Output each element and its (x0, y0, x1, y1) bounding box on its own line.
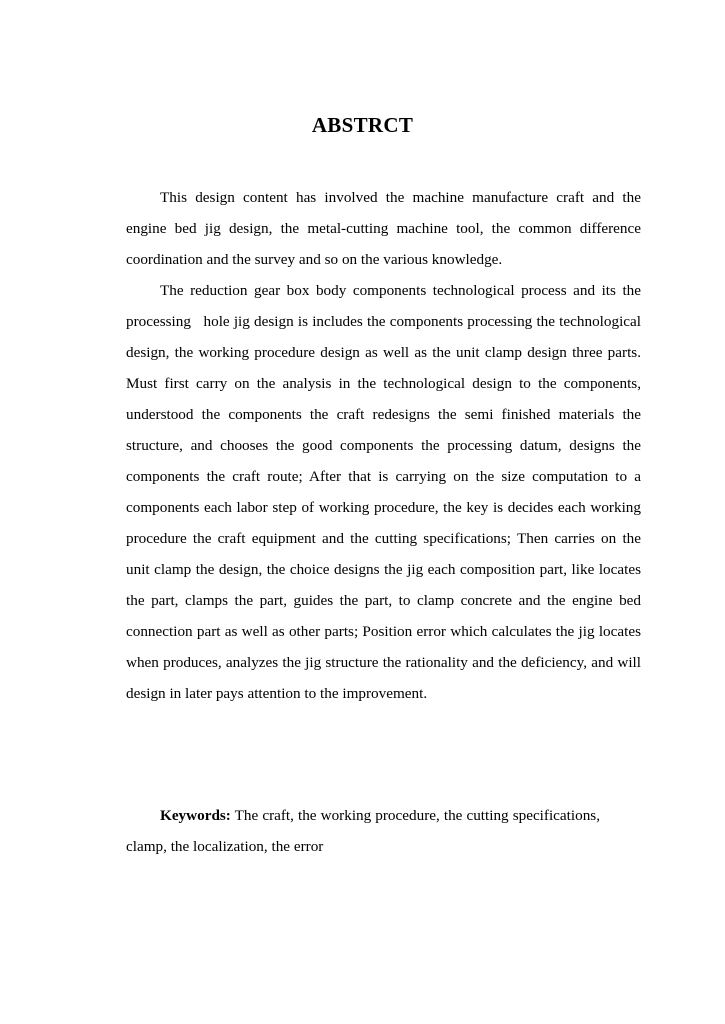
keywords-label: Keywords: (160, 807, 231, 824)
keywords-paragraph (126, 800, 600, 862)
keywords-text: The craft, the working procedure, the cutting specifications, clamp, the localization, the error (126, 807, 600, 855)
abstract-paragraph-2: The reduction gear box body components technological process and its the processing hole jig design is includes the components processing the technological design, the working procedure design as well as the unit clamp design three parts. Must first carry on the analysis in the technological design to the components, understood the components the craft redesigns the semi finished materials the structure, and chooses the good components the processing datum, designs the components the craft route; After that is carrying on the size computation to a components each labor step of working procedure, the key is decides each working procedure the craft equipment and the cutting specifications; Then carries on the unit clamp the design, the choice designs the jig each composition part, like locates the part, clamps the part, guides the part, to clamp concrete and the engine bed connection part as well as other parts; Position error which calculates the jig locates when produces, analyzes the jig structure the rationality and the deficiency, and will design in later pays attention to the improvement. (126, 282, 641, 702)
abstract-paragraph-1: This design content has involved the machine manufacture craft and the engine bed jig design, the metal-cutting machine tool, the common difference coordination and the survey and so on the various knowledge. (126, 189, 641, 268)
page-title: ABSTRCT (311, 113, 414, 137)
